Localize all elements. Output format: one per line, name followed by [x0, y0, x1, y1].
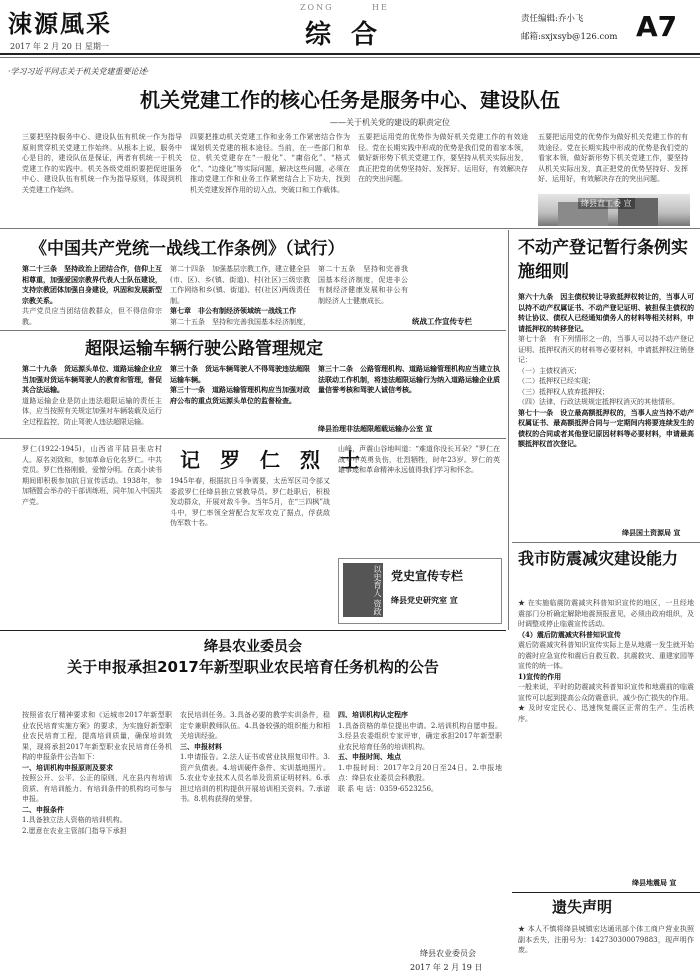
article-united-front — [0, 230, 506, 330]
notice-org: 绛县农业委员会 — [204, 639, 302, 655]
article-column-3: 第二十五条 坚持和完善我国基本经济制度，促进非公有制经济健康发展和非公有制经济人士健康成长。 — [318, 265, 408, 305]
article-overload-transport — [0, 330, 506, 438]
article-column-1: 罗仁(1922-1945)，山西省平陆县张店村人。原名刘致和，参加革命后化名罗仁。中共党员。罗仁性格刚毅，爱憎分明。在高小读书期间即积极参加抗日宣传活动。1938年，参加牺盟会举办的干部训练班，同年加入中国共产党。 — [22, 445, 162, 506]
notice-body: ★ 本人不慎将绛县城镇宏达通讯部个体工商户营业执照副本丢失，注册号为：142730300079883，现声明作废。 — [518, 925, 694, 954]
masthead — [0, 0, 700, 62]
article-title: 记 罗 仁 烈 士 — [180, 448, 360, 472]
article-credit: 绛县直工委 宣 — [578, 198, 635, 209]
article-credit: 统战工作宣传专栏 — [412, 317, 472, 326]
article-martyr — [0, 438, 506, 630]
masthead-date: 2017 年 2 月 20 日 星期一 — [10, 42, 109, 51]
article-column-3: 山峰，声震山谷地叫道：“难道你没长耳朵？”罗仁在战斗中英勇负伤，壮烈牺牲，时年23岁。罗仁的英雄事迹和革命精神永远值得我们学习和怀念。 — [338, 445, 500, 474]
list-item: （二）抵押权已经实现； — [518, 377, 595, 385]
article-title: 机关党建工作的核心任务是服务中心、建设队伍 — [140, 88, 560, 112]
party-history-banner — [338, 558, 502, 624]
banner-title: 党史宣传专栏 — [391, 569, 464, 583]
article-earthquake — [512, 542, 700, 892]
article-title: 《中国共产党统一战线工作条例》（试行） — [30, 239, 345, 259]
article-column-1: 按照省农厅精神要求和《运城市2017年新型职业农民培育实施方案》的要求，为实施好新型职业农民培育工程，提高培训质量，确保培训效果，现将承担2017年新型职业农民培育任务机构的申报条件公告如下： 一、培训机构申报原则及要求 按照公开、公平、公正的原则，凡在县内有培训资质、有培训能力、有培训条件的机构均可参与申报。 二、申报条件 1.具备独立法人资格的培训机构。 2.愿意在农业主管部门指导下承担 — [22, 711, 172, 835]
masthead-email: 邮箱:sxjxsyb@126.com — [521, 32, 618, 42]
article-title: 不动产登记暂行条例实施细则 — [518, 238, 688, 282]
article-column-4: 五要把运用党的优势作为做好机关党建工作的有效途径。党在长期实践中形成的优势是我们党的看家本领，做好新形势下机关党建工作，要坚持从机关实际出发，真正把党的优势坚持好、发挥好、运用好，有效解决存在的突出问题。 — [538, 133, 688, 183]
masthead-editor: 责任编辑:乔小飞 — [521, 14, 584, 24]
article-body: 第六十九条 因主债权转让导致抵押权转让的，当事人可以持不动产权属证书、不动产登记证明、被担保主债权的转让协议、债权人已经通知债务人的材料等相关材料，申请抵押权的转移登记。 第七十条 有下列情形之一的，当事人可以持不动产登记证明、抵押权消灭的材料等必要材料，申请抵押权注销登记： （一）主债权消灭； （二）抵押权已经实现； （三）抵押权人放弃抵押权； （四）法律、行政法规规定抵押权消灭的其他情形。 第七十一条 设立最高额抵押权的，当事人应当持不动产权属证书、最高额抵押合同与一定期间内将要连续发生的债权的合同或者其他登记原因材料等必要材料，申请最高额抵押权首次登记。 — [518, 292, 694, 448]
article-body: ★ 在实施临震防震减灾科普知识宣传的地区，一旦经地震部门分析确定解除地震预报意见，必须由政府组织，及时调整或停止临震宣传活动。 （4）震后防震减灾科普知识宣传 震后防震减灾科普知识宣传实际上是从地震一发生就开始的震时应急宣传和震后自救互救、抗震救灾、重建家园等宣传的统一体。 1)宣传的作用 一般来说，平时的防震减灾科普知识宣传和地震前的临震宣传可以起到提高公众防震意识、减少伤亡损失的作用。 ★ 及时安定民心、迅速恢复震区正常的生产、生活秩序。 — [518, 599, 694, 723]
article-title: 关于申报承担2017年新型职业农民培育任务机构的公告 — [67, 658, 439, 676]
list-item: （一）主债权消灭； — [518, 366, 581, 375]
article-title: 我市防震减灾建设能力 — [518, 549, 679, 568]
article-column-1: 三要把坚持服务中心、建设队伍有机统一作为指导原则贯穿机关党建工作始终。从根本上说，服务中心是目的，建设队伍是保证，两者有机统一于机关党建工作的实践中。机关各级党组织要把促进服务中心、建设队伍有机统一作为指导原则，体现到机关党建工作始终。 — [22, 133, 182, 194]
masthead-pinyin-right: HE — [372, 3, 389, 12]
article-title: 超限运输车辆行驶公路管理规定 — [85, 339, 323, 359]
article-column-2: 第三十条 货运车辆驾驶人不得驾驶违法超限运输车辆。 第三十一条 道路运输管理机构应当加强对政府公布的重点货运源头单位的监督检查。 — [170, 364, 310, 405]
masthead-page-number: A7 — [636, 10, 678, 43]
article-property-registration — [512, 230, 700, 542]
masthead-pinyin-left: ZONG — [300, 3, 334, 12]
article-party-building — [0, 62, 700, 230]
article-credit: 绛县党史研究室 宣 — [391, 595, 458, 605]
masthead-section: 综合 — [305, 20, 398, 50]
article-column-3: 第三十二条 公路管理机构、道路运输管理机构应当建立执法联动工作机制，将违法超限运输行为纳入道路运输企业质量信誉考核和驾驶人诚信考核。 — [318, 364, 500, 394]
article-column-2: 1945年春，根据抗日斗争需要，太岳军区司令部又委派罗仁任绛县独立营教导员。罗仁赴职后，积极发动群众，开展对敌斗争。当年5月，在“三四枫”战斗中，罗仁率领全营配合友军攻克了据点，俘获敌伪军数十名。 — [170, 477, 330, 527]
list-item: （四）法律、行政法规规定抵押权消灭的其他情形。 — [518, 398, 679, 406]
list-item: （三）抵押权人放弃抵押权； — [518, 387, 609, 396]
article-credit: 绛县国土资源局 宣 — [622, 528, 681, 537]
banner-emblem: 以史育人 资政 — [343, 563, 383, 617]
masthead-logo: 涑源風采 — [8, 9, 112, 38]
article-column-1: 第二十三条 坚持政治上团结合作，信仰上互相尊重，加强爱国宗教界代表人士队伍建设，支持宗教团体加强自身建设，巩固和发展新型宗教关系。 共产党员应当团结信教群众，但不得信仰宗教。 — [22, 264, 162, 326]
notice-title: 遗失声明 — [552, 898, 613, 916]
notice-date: 2017 年 2 月 19 日 — [410, 963, 483, 972]
article-subtitle: ——关于机关党的建设的职责定位 — [330, 118, 450, 127]
article-column-3: 四、培训机构认定程序 1.具备资格的单位提出申请。2.培训机构自愿申报。3.经县农委组织专家评审，确定承担2017年新型职业农民培育任务的培训机构。 五、申报时间、地点 1.申报时间：2017年2月20日至24日。2.申报地点：绛县农业委员会科教股。 联 系 电 话：0359-6523256。 — [338, 710, 502, 793]
article-column-2: 四要把推动机关党建工作和业务工作紧密结合作为谋划机关党建的根本途径。当前，在一些部门和单位，机关党建存在“一般化”、“庸俗化”、“格式化”、“边缘化”等实际问题，解决这些问题，必须在推动党建工作和业务工作紧密结合上下功夫，找到机关党建发挥作用的切入点、突破口和工作载体。 — [190, 133, 350, 194]
series-banner: ·学习习近平同志关于机关党建重要论述· — [8, 67, 150, 76]
article-column-1: 第二十九条 货运源头单位、道路运输企业应当加强对货运车辆驾驶人的教育和管理，督促其合法运输。 道路运输企业是防止违法超限运输的责任主体，应当按照有关规定加强对车辆装载及运行全过程监控，防止驾驶人违法超限运输。 — [22, 364, 162, 426]
article-credit: 绛县治理非法超限超载运输办公室 宣 — [318, 424, 433, 433]
article-column-2: 第二十四条 加强基层宗教工作，建立健全县(市、区)、乡(镇、街道)、村(社区)三级宗教工作网络和乡(镇、街道)、村(社区)两级责任制。 第七章 非公有制经济领域统一战线工作 第二十五条 坚持和完善我国基本经济制度， — [170, 265, 310, 326]
lost-notice — [512, 892, 700, 980]
article-agriculture-notice — [0, 630, 506, 980]
article-column-2: 农民培训任务。3.具备必要的教学实训条件，稳定专兼职教师队伍。4.具备较强的组织能力和相关培训经验。 三、申报材料 1.申请报告。2.法人证书或营业执照复印件。3.资产负债表。4.培训硬件条件、实训基地照片。5.农业专业技术人员名单及资质证明材料。6.承担过培训的机构提供开展培训相关资料。7.承诺书。8.机构获得的荣誉。 — [180, 711, 330, 803]
article-credit: 绛县地震局 宣 — [632, 878, 677, 887]
building-photo — [538, 194, 690, 226]
notice-signature: 绛县农业委员会 — [420, 949, 476, 958]
article-column-3: 五要把运用党的优势作为做好机关党建工作的有效途径。党在长期实践中形成的优势是我们党的看家本领，做好新形势下机关党建工作，要坚持从机关实际出发，真正把党的优势坚持好、发挥好、运用好，有效解决存在的突出问题。 — [358, 133, 528, 183]
